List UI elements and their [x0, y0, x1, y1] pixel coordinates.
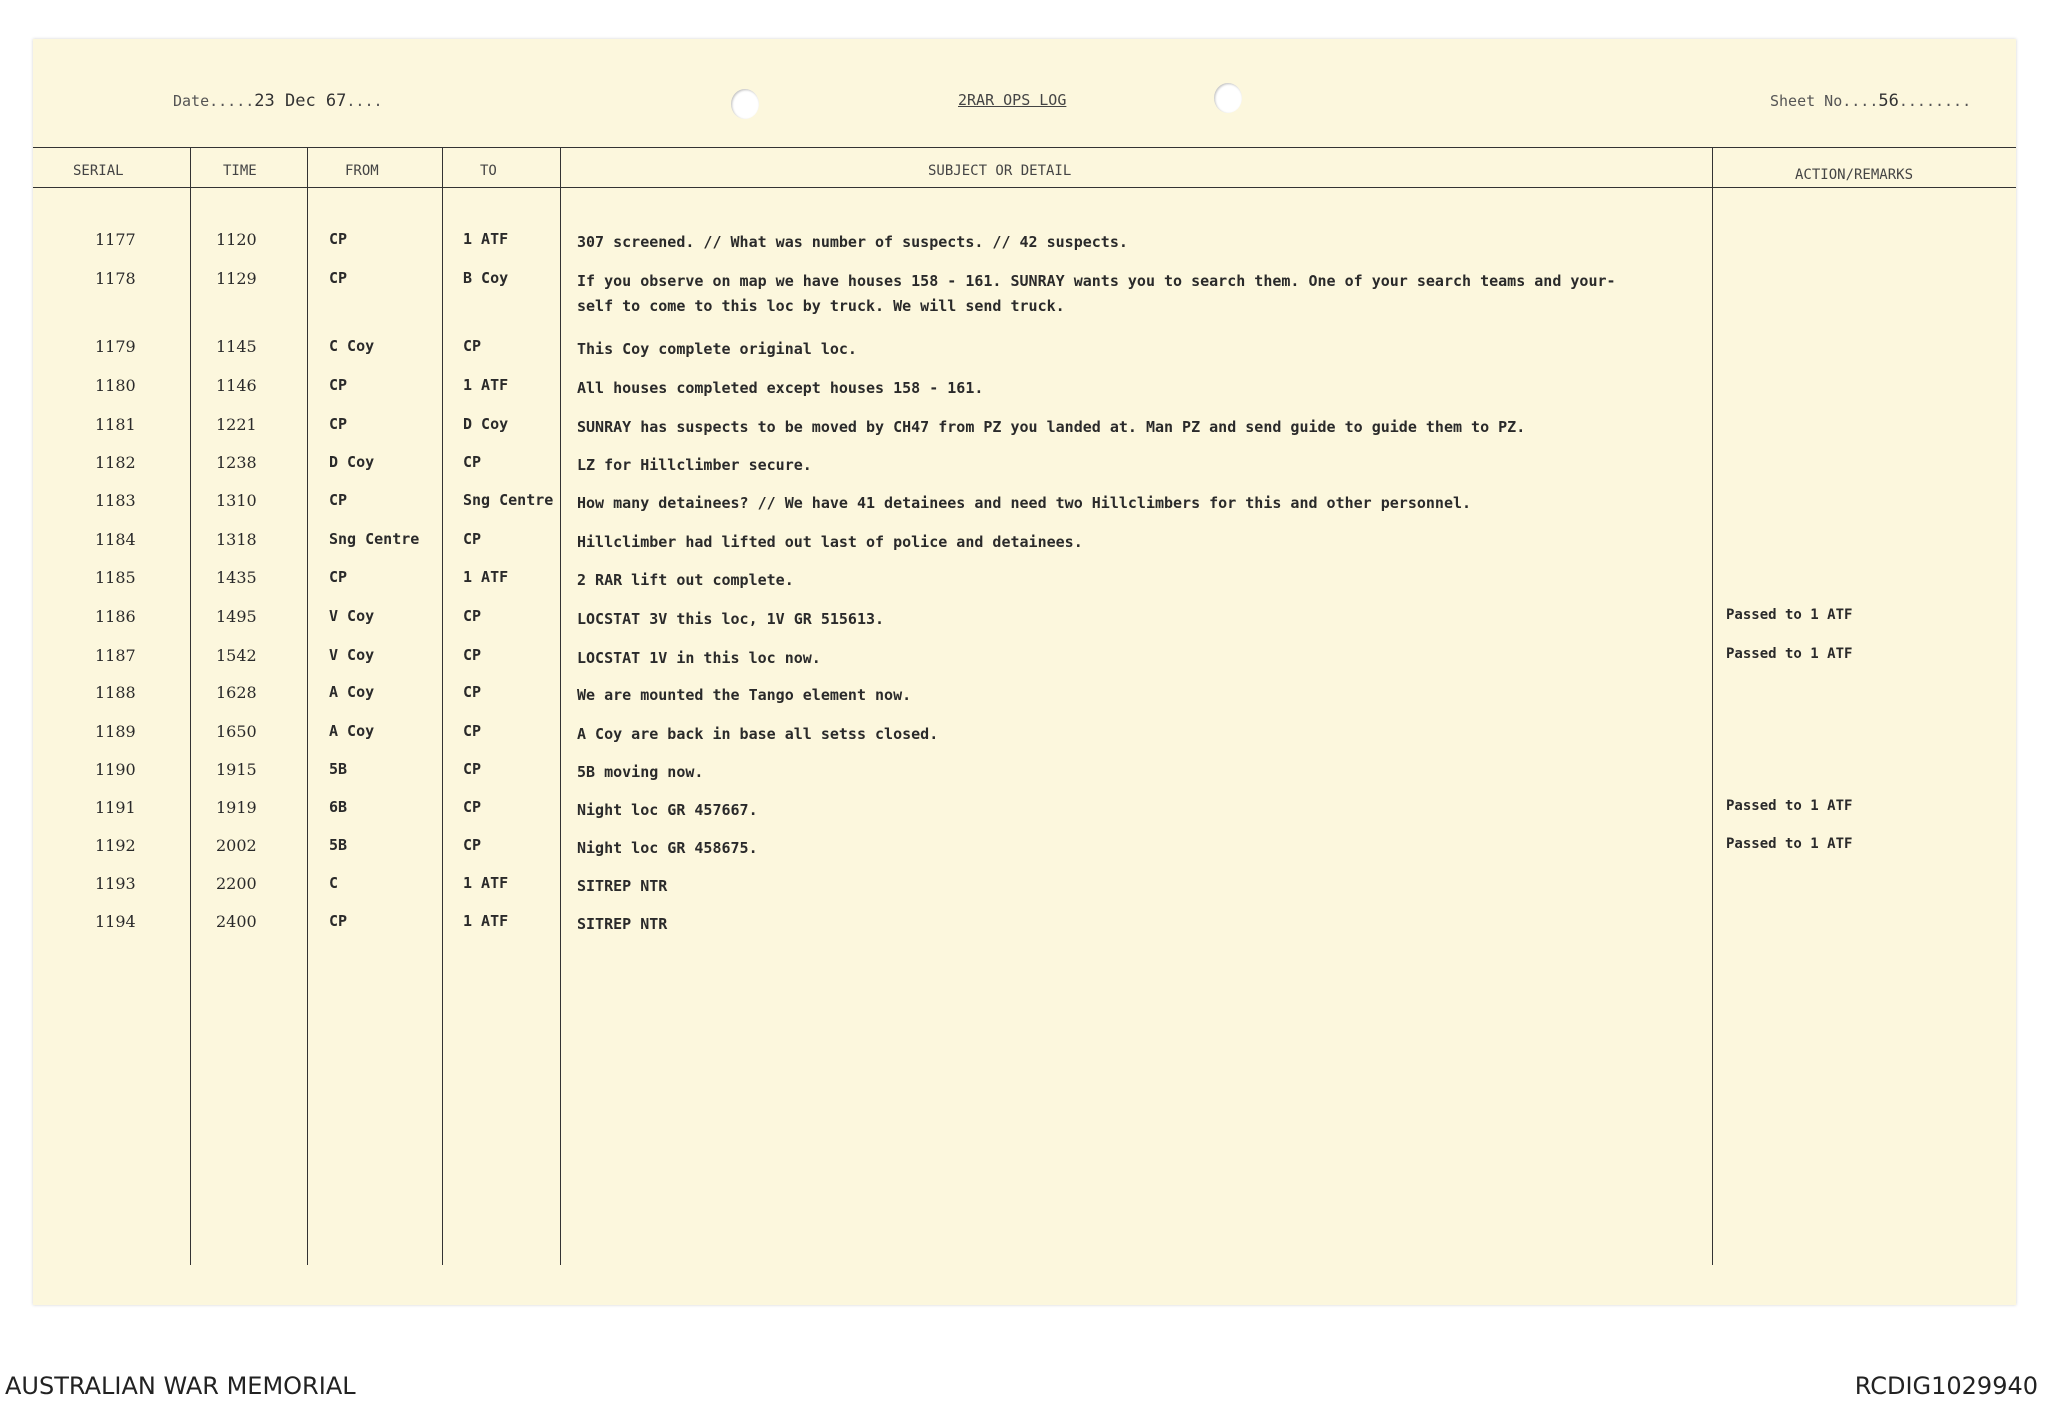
time-cell: 1628 [216, 683, 257, 702]
log-entry-row [33, 415, 2016, 445]
remarks-cell: Passed to 1 ATF [1726, 836, 1853, 852]
date-label: Date..... [173, 92, 255, 110]
time-cell: 1919 [216, 798, 257, 817]
time-cell: 2200 [216, 874, 257, 893]
header-rule-bottom [33, 187, 2016, 188]
log-entry-row [33, 912, 2016, 942]
detail-cell: SITREP NTR [577, 877, 668, 895]
time-cell: 1129 [216, 269, 257, 288]
serial-cell: 1187 [95, 646, 136, 665]
serial-cell: 1185 [95, 568, 136, 587]
sheet-value: 56 [1878, 91, 1899, 111]
sheet-label: Sheet No.... [1770, 92, 1879, 110]
archive-credit: AUSTRALIAN WAR MEMORIAL [5, 1372, 356, 1400]
serial-cell: 1178 [95, 269, 136, 288]
log-entry-row [33, 491, 2016, 521]
serial-cell: 1183 [95, 491, 136, 510]
from-cell: D Coy [329, 453, 375, 471]
log-entry-row [33, 760, 2016, 790]
from-cell: Sng Centre [329, 530, 420, 548]
header-rule-top [33, 147, 2016, 148]
time-cell: 1542 [216, 646, 257, 665]
log-title: 2RAR OPS LOG [958, 91, 1067, 109]
log-entry-row [33, 646, 2016, 676]
detail-cell: A Coy are back in base all setss closed. [577, 725, 939, 743]
serial-cell: 1189 [95, 722, 136, 741]
to-cell: Sng Centre [463, 491, 554, 509]
sheet-number-field: Sheet No....56........ [1770, 91, 1972, 111]
to-cell: CP [463, 760, 482, 778]
to-cell: 1 ATF [463, 912, 509, 930]
time-cell: 1915 [216, 760, 257, 779]
to-cell: D Coy [463, 415, 509, 433]
to-cell: CP [463, 683, 482, 701]
serial-cell: 1179 [95, 337, 136, 356]
log-entry-row [33, 530, 2016, 560]
log-entry-row [33, 376, 2016, 406]
detail-cell: We are mounted the Tango element now. [577, 686, 912, 704]
detail-cell: Hillclimber had lifted out last of police and detainees. [577, 533, 1083, 551]
detail-cell: SUNRAY has suspects to be moved by CH47 from PZ you landed at. Man PZ and send guide to guide them to PZ. [577, 418, 1526, 436]
to-cell: CP [463, 646, 482, 664]
serial-cell: 1184 [95, 530, 136, 549]
to-cell: CP [463, 836, 482, 854]
time-cell: 1435 [216, 568, 257, 587]
from-cell: V Coy [329, 607, 375, 625]
date-value: 23 Dec 67 [254, 91, 347, 111]
col-head-detail: SUBJECT OR DETAIL [928, 163, 1072, 179]
detail-cell: How many detainees? // We have 41 detainees and need two Hillclimbers for this and other personnel. [577, 494, 1472, 512]
col-head-serial: SERIAL [73, 163, 124, 179]
serial-cell: 1186 [95, 607, 136, 626]
serial-cell: 1180 [95, 376, 136, 395]
from-cell: A Coy [329, 683, 375, 701]
to-cell: CP [463, 798, 482, 816]
punch-hole [731, 89, 759, 119]
time-cell: 1145 [216, 337, 257, 356]
log-sheet [33, 39, 2016, 1305]
serial-cell: 1192 [95, 836, 136, 855]
detail-cell: 2 RAR lift out complete. [577, 571, 794, 589]
punch-hole [1214, 83, 1242, 113]
log-entry-row [33, 683, 2016, 713]
time-cell: 1495 [216, 607, 257, 626]
from-cell: C [329, 874, 339, 892]
detail-cell: If you observe on map we have houses 158 - 161. SUNRAY wants you to search them. One of your search teams and your- self to come to this loc by truck. We will send truck. [577, 272, 1616, 315]
detail-cell: Night loc GR 457667. [577, 801, 758, 819]
detail-cell: LOCSTAT 1V in this loc now. [577, 649, 821, 667]
from-cell: CP [329, 230, 348, 248]
from-cell: CP [329, 568, 348, 586]
log-entry-row [33, 607, 2016, 637]
log-entry-row [33, 337, 2016, 367]
serial-cell: 1193 [95, 874, 136, 893]
from-cell: 6B [329, 798, 348, 816]
to-cell: CP [463, 607, 482, 625]
to-cell: CP [463, 337, 482, 355]
time-cell: 2002 [216, 836, 257, 855]
time-cell: 1310 [216, 491, 257, 510]
time-cell: 2400 [216, 912, 257, 931]
to-cell: 1 ATF [463, 230, 509, 248]
from-cell: CP [329, 491, 348, 509]
detail-cell: 5B moving now. [577, 763, 704, 781]
from-cell: V Coy [329, 646, 375, 664]
time-cell: 1318 [216, 530, 257, 549]
serial-cell: 1191 [95, 798, 136, 817]
log-entry-row [33, 798, 2016, 828]
time-cell: 1221 [216, 415, 257, 434]
detail-cell: 307 screened. // What was number of suspects. // 42 suspects. [577, 233, 1128, 251]
time-cell: 1146 [216, 376, 257, 395]
to-cell: CP [463, 453, 482, 471]
from-cell: 5B [329, 836, 348, 854]
from-cell: CP [329, 376, 348, 394]
serial-cell: 1194 [95, 912, 136, 931]
detail-cell: All houses completed except houses 158 - 161. [577, 379, 984, 397]
log-entry-row [33, 722, 2016, 752]
detail-cell: SITREP NTR [577, 915, 668, 933]
log-entry-row [33, 269, 2016, 321]
to-cell: B Coy [463, 269, 509, 287]
log-entry-row [33, 230, 2016, 260]
from-cell: A Coy [329, 722, 375, 740]
detail-cell: LOCSTAT 3V this loc, 1V GR 515613. [577, 610, 885, 628]
detail-cell: This Coy complete original loc. [577, 340, 857, 358]
serial-cell: 1188 [95, 683, 136, 702]
col-head-to: TO [480, 163, 497, 179]
log-entry-row [33, 568, 2016, 598]
col-head-from: FROM [345, 163, 379, 179]
log-entry-row [33, 836, 2016, 866]
to-cell: 1 ATF [463, 568, 509, 586]
col-head-remarks: ACTION/REMARKS [1795, 167, 1914, 183]
remarks-cell: Passed to 1 ATF [1726, 607, 1853, 623]
archive-reference: RCDIG1029940 [1854, 1372, 2038, 1400]
from-cell: 5B [329, 760, 348, 778]
time-cell: 1238 [216, 453, 257, 472]
to-cell: 1 ATF [463, 874, 509, 892]
remarks-cell: Passed to 1 ATF [1726, 798, 1853, 814]
from-cell: CP [329, 912, 348, 930]
detail-cell: LZ for Hillclimber secure. [577, 456, 812, 474]
from-cell: C Coy [329, 337, 375, 355]
to-cell: CP [463, 722, 482, 740]
from-cell: CP [329, 415, 348, 433]
serial-cell: 1177 [95, 230, 136, 249]
detail-cell: Night loc GR 458675. [577, 839, 758, 857]
to-cell: 1 ATF [463, 376, 509, 394]
log-entry-row [33, 874, 2016, 904]
date-field: Date.....23 Dec 67.... [173, 91, 383, 111]
log-entry-row [33, 453, 2016, 483]
to-cell: CP [463, 530, 482, 548]
serial-cell: 1181 [95, 415, 136, 434]
from-cell: CP [329, 269, 348, 287]
serial-cell: 1190 [95, 760, 136, 779]
serial-cell: 1182 [95, 453, 136, 472]
remarks-cell: Passed to 1 ATF [1726, 646, 1853, 662]
time-cell: 1650 [216, 722, 257, 741]
col-head-time: TIME [223, 163, 257, 179]
time-cell: 1120 [216, 230, 257, 249]
